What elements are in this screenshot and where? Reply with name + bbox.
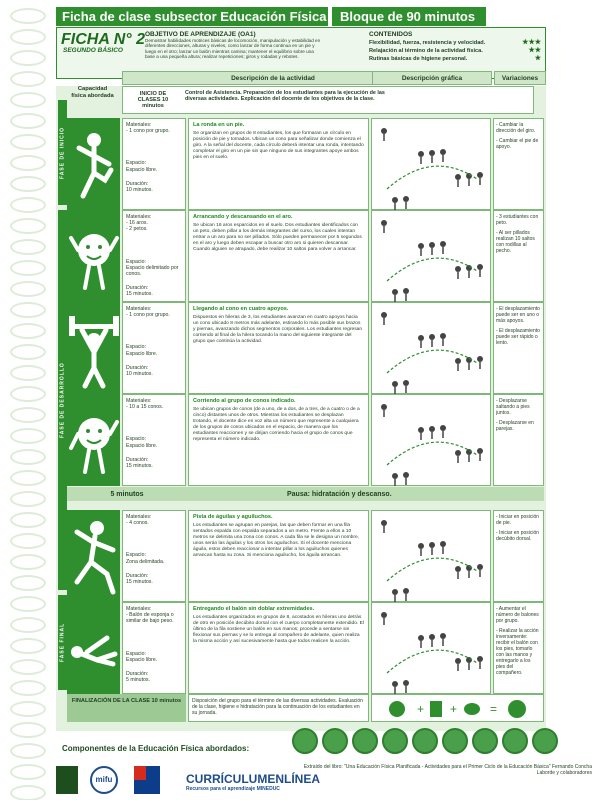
athlete-icon [67,394,120,486]
activity-description [188,118,369,210]
components-title: Componentes de la Educación Física abordados: [62,744,250,753]
component-icon [442,728,468,754]
variation-item: - Realizar la acción inversamente: recibir el balón con los pies, tomarlo con las manos y entregarlo a los pies del compañero. [496,628,539,676]
activity-logistics [122,602,186,694]
materials-text: Materiales: - 4 conos. [126,514,152,527]
binding-ring [10,218,46,234]
binding-ring [10,71,46,87]
activity-variations [493,210,544,302]
phase-final-bar: FASE FINAL [58,595,67,690]
binding-ring [10,29,46,45]
phase-inicio-bar: FASE DE INICIO [58,100,67,205]
component-icon [532,728,558,754]
duration-text: Duración: 15 minutos. [126,456,153,470]
space-text: Espacio: Zona delimitada. [126,552,165,565]
activity-diagram [371,118,491,210]
diagram-sketch [372,303,492,395]
component-icon [412,728,438,754]
hygiene-icons [372,695,545,723]
binding-ring [10,722,46,738]
binding-ring [10,134,46,150]
binding-ring [10,428,46,444]
binding-ring [10,743,46,759]
materials-text: Materiales: - 1 cono por grupo. [126,122,170,135]
content-row [369,39,541,47]
activity-text: Se organizan en grupos de 8 estudiantes, los que formaran un círculo en posición de pie y tomados. Ubican un cono para señalizar donde comienza el giro. A la señal del docente, cada círculo deberá intentar una ronda, intentando completar el giro en un pie sin que ninguno de sus integrantes apoye ambos pies en el suelo. [193,131,364,160]
header-actividad: Descripción de la actividad [122,71,424,85]
contents-title: CONTENIDOS [369,31,413,38]
capacity-figure [67,118,120,210]
final-label: FINALIZACIÓN DE LA CLASE 10 minutos [67,694,186,722]
final-row [67,694,544,722]
content-row [369,55,541,63]
capacity-figure [67,510,120,602]
stars-rating: ★★★ [522,39,541,46]
activity-description [188,394,369,486]
capacity-figure [67,394,120,486]
header-variaciones: Variaciones [494,71,546,85]
binding-ring [10,680,46,696]
binding-ring [10,449,46,465]
activity-name: Corriendo al grupo de conos indicado. [193,398,296,404]
diagram-sketch [372,211,492,303]
binding-ring [10,92,46,108]
activity-variations [493,394,544,486]
duration-text: Duración: 5 minutos. [126,671,150,684]
binding-ring [10,617,46,633]
space-text: Espacio: Espacio libre. [126,160,158,173]
space-text: Espacio: Espacio delimitado por conos. [126,258,179,278]
component-icon [352,728,378,754]
variation-item: - Iniciar en posición de pie. [496,514,540,526]
contents-list [369,39,541,63]
binding-ring [10,113,46,129]
final-graphic [371,694,544,722]
inicio-label: INICIO DE CLASES 10 minutos [137,91,169,109]
activity-variations [493,510,544,602]
activity-name: Llegando al cono en cuatro apoyos. [193,306,289,312]
activity-name: La ronda en un pie. [193,122,245,128]
header-grafica: Descripción gráfica [372,71,492,85]
materials-text: Materiales: - 16 aros. - 2 petos. [126,214,152,233]
materials-text: Materiales: - 10 a 15 conos. [126,398,164,411]
variation-item: - Cambiar la dirección del giro. [496,122,536,134]
binding-ring [10,638,46,654]
athlete-icon [67,510,120,602]
inicio-row [122,86,534,114]
variation-item: - Cambiar el pie de apoyo. [496,138,539,150]
activity-description [188,510,369,602]
activity-diagram [371,394,491,486]
activity-text: Dispuestos en hileras de 3, los estudiantes avanzan en cuatro apoyos hacia un cono ubicado 8 metros más adelante, estirando lo más posible sus brazos y piernas, avanzando dichos segmentos corporales. Los estudiantes regresan corriendo al final de la hilera tocando la mano del siguiente integrante del grupo que continúa la actividad. [193,315,363,344]
svg-text:+: + [450,702,458,716]
binding-ring [10,470,46,486]
mifu-logo: mifu [90,766,118,794]
binding-ring [10,764,46,780]
grade-level: SEGUNDO BÁSICO [63,47,123,54]
binding-ring [10,302,46,318]
block-label: Bloque de 90 minutos [340,9,476,24]
inicio-text: Control de Asistencia. Preparación de los estudiantes para la ejecución de las diversas actividades. Explicación del docente de los objetivos de la clase. [185,90,385,103]
duration-text: Duración: 10 minutos. [126,364,153,378]
pause-duration: 5 minutos [110,490,144,498]
title-bar [56,7,486,26]
binding-ring [10,50,46,66]
binding-ring [10,197,46,213]
activity-logistics [122,510,186,602]
activity-variations [493,602,544,694]
content-label: Flexibilidad, fuerza, resistencia y velocidad. [369,40,486,46]
binding-ring [10,260,46,276]
activity-description [188,602,369,694]
variation-item: - Desplazarse en parejas. [496,420,534,432]
content-label: Relajación al término de la actividad física. [369,48,483,54]
stars-rating: ★★ [528,47,541,54]
binding-ring [10,491,46,507]
crest-logo [56,766,78,794]
phase-desarrollo-bar: FASE DE DESARROLLO [58,210,67,590]
binding-ring [10,785,46,800]
binding-ring [10,323,46,339]
binding-ring [10,344,46,360]
binding-ring [10,575,46,591]
activity-diagram [371,602,491,694]
spiral-binding [0,0,58,800]
ficha-number: FICHA N° 2 [61,31,146,48]
athlete-icon [67,118,120,210]
duration-text: Duración: 15 minutos. [126,285,153,298]
athlete-icon [67,602,120,694]
final-text: Disposición del grupo para el término de las diversas actividades. Evaluación de la clase, higiene e hidratación para la continuación de los estudiantes en su jornada. [188,694,369,722]
materials-text: Materiales: - 1 cono por grupo. [126,306,170,319]
activity-logistics [122,394,186,486]
pause-text: Pausa: hidratación y descanso. [287,490,392,498]
binding-ring [10,701,46,717]
capacity-figure [67,602,120,694]
binding-ring [10,239,46,255]
binding-ring [10,533,46,549]
component-icon [382,728,408,754]
athlete-icon [67,210,120,302]
activity-diagram [371,510,491,602]
content-label: Rutinas básicas de higiene personal. [369,56,468,62]
space-text: Espacio: Espacio libre. [126,344,158,357]
component-icon [322,728,348,754]
binding-ring [10,596,46,612]
activity-logistics [122,302,186,394]
stars-rating: ★ [534,55,541,62]
diagram-sketch [372,603,492,695]
activity-logistics [122,210,186,302]
binding-ring [10,554,46,570]
variation-item: - Aumentar el número de balones por grupo. [496,606,539,624]
activity-name: Pista de águilas y aguiluchos. [193,514,273,520]
binding-ring [10,176,46,192]
binding-ring [10,407,46,423]
variation-item: - El desplazamiento puede ser rápido o lento. [496,328,540,346]
source-text: Extraído del libro: "Una Educación Física Planificada - Actividades para el Primer Ciclo de la Educación Básica" Fernando Concha Laborde y colaboradores [303,764,592,776]
athlete-icon [67,302,120,394]
duration-text: Duración: 15 minutos. [126,572,153,586]
variation-item: - Iniciar en posición decúbito dorsal. [496,530,540,542]
activity-text: Se ubican 16 aros esparcidos en el suelo. Dos estudiantes identificados con un peto, deben pillar a los demás integrantes del curso, los cuales intentan entrar a un aro para no ser pillados. Sólo pueden permanecer por 5 segundos en el aro y luego deben escapar a buscar otro aro si quieren descansar. Cuando alguien se atrapado, debe realizar 10 saltos para volver a arrancar. [193,223,362,252]
binding-ring [10,659,46,675]
activity-variations [493,118,544,210]
activity-name: Arrancando y descansando en el aro. [193,214,293,220]
content-row [369,47,541,55]
page-title: Ficha de clase subsector Educación Física [62,9,327,24]
objective-text: Demostrar habilidades motrices básicas de locomoción, manipulación y estabilidad en diferentes direcciones, alturas y niveles, como lanzar de forma continua en un pie y luego en el otro; lanzar un balón mientras camina; mantener el equilibrio sobre una base a una pequeña altura; realizar repeticiones; giros y rodadas y rebotes. [145,38,321,60]
activity-name: Entregando el balón sin doblar extremidades. [193,606,315,612]
variation-item: - 3 estudiantes con peto. [496,214,539,226]
ministry-logo [134,766,160,794]
duration-text: Duración: 10 minutos. [126,180,153,194]
space-text: Espacio: Espacio libre. [126,650,158,663]
curriculum-logo: CURRÍCULUMENLÍNEA [186,772,320,786]
curriculum-subtitle: Recursos para el aprendizaje MINEDUC [186,786,280,792]
pause-row [67,487,544,501]
activity-description [188,302,369,394]
binding-ring [10,155,46,171]
binding-ring [10,8,46,24]
activity-diagram [371,302,491,394]
component-icon [472,728,498,754]
activity-text: Los estudiantes se agrupan en parejas, las que deben formar en una fila sentados espalda con espalda separados a un metro. Frente a ellos a 10 metros se delimita una zona con conos. A cada fila se le designa un nombre, unos serán las águilas y los otros los aguiluchos. Si el docente menciona águila, estos deben reaccionar a intentar pillar a los aguiluchos quienes arrancan hasta su zona. Si menciona aguilucho, los águila arrancan. [193,523,360,558]
activity-text: Se ubican grupos de conos (de a uno, de a dos, de a tres, de a cuatro o de a cinco) distantes unos de otros. Mientras los estudiantes se desplazan trotando, el docente dice en voz alta un número que represente a cualquiera de los grupos de conos ubicados en el espacio, de manera que los estudiantes reaccionen y se dirijan corriendo hacia el grupo de conos que representa el número indicado. [193,407,360,442]
activity-text: Los estudiantes organizados en grupos de 8, acostados en hileras uno detrás de otro en posición decúbito dorsal con el cuerpo completamente extendido. El último de la fila sostiene un balón en sus manos; procede a sentarse sin flexionar sus piernas y se lo entrega al compañero de adelante, quien realiza la misma acción y así sucesivamente hasta que todos realicen la acción. [193,615,365,644]
activity-diagram [371,210,491,302]
component-icon [502,728,528,754]
svg-text:=: = [490,702,498,716]
binding-ring [10,365,46,381]
variation-item: - Desplazarse saltando a pies juntos. [496,398,530,416]
component-icon [292,728,318,754]
diagram-sketch [372,395,492,487]
activity-variations [493,302,544,394]
capacity-figure [67,210,120,302]
objective-title: OBJETIVO DE APRENDIZAJE (OA1) [145,31,256,38]
binding-ring [10,386,46,402]
capacity-label: Capacidad física abordada [71,86,114,99]
activity-logistics [122,118,186,210]
variation-item: - El desplazamiento puede ser en uno o más apoyos. [496,306,540,324]
space-text: Espacio: Espacio libre. [126,436,158,449]
materials-text: Materiales: - Balón de esponja o similar de bajo peso. [126,606,174,625]
svg-text:+: + [417,702,425,716]
diagram-sketch [372,511,492,603]
binding-ring [10,512,46,528]
activity-description [188,210,369,302]
capacity-figure [67,302,120,394]
binding-ring [10,281,46,297]
diagram-sketch [372,119,492,211]
variation-item: - Al ser pillados realizan 10 saltos con rodillas al pecho. [496,230,535,254]
